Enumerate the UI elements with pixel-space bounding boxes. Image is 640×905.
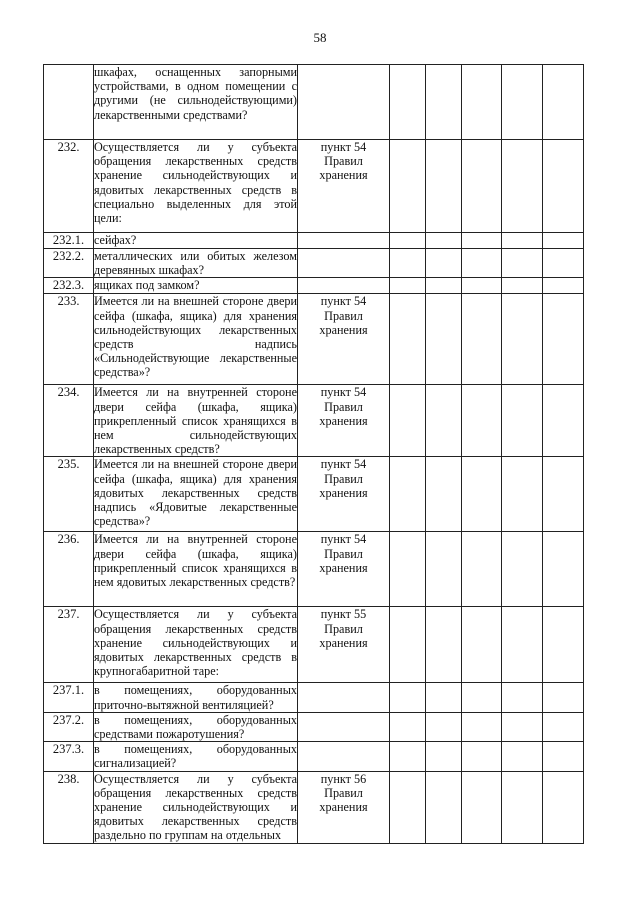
- answer-cell[interactable]: [502, 742, 543, 771]
- answer-cell[interactable]: [502, 385, 543, 457]
- table-row: [44, 683, 584, 712]
- answer-cell[interactable]: [462, 771, 502, 843]
- question-text: сейфах?: [94, 233, 298, 249]
- answer-cell[interactable]: [502, 771, 543, 843]
- legal-reference: [298, 278, 390, 294]
- table-row: [44, 385, 584, 457]
- answer-cell[interactable]: [543, 457, 584, 532]
- answer-cell[interactable]: [390, 140, 426, 233]
- answer-cell[interactable]: [543, 294, 584, 385]
- answer-cell[interactable]: [426, 65, 462, 140]
- item-number: 237.2.: [44, 712, 94, 741]
- legal-reference: [298, 712, 390, 741]
- item-number: 238.: [44, 771, 94, 843]
- answer-cell[interactable]: [390, 457, 426, 532]
- answer-cell[interactable]: [543, 742, 584, 771]
- answer-cell[interactable]: [502, 683, 543, 712]
- question-text: Осуществляется ли у субъекта обращения лекарственных средств хранение сильнодействующих и ядовитых лекарственных средств в крупногабаритной таре:: [94, 607, 298, 683]
- checklist-table: [43, 64, 584, 844]
- answer-cell[interactable]: [390, 742, 426, 771]
- answer-cell[interactable]: [502, 294, 543, 385]
- answer-cell[interactable]: [462, 294, 502, 385]
- legal-reference: пункт 54 Правил хранения: [298, 385, 390, 457]
- answer-cell[interactable]: [462, 683, 502, 712]
- answer-cell[interactable]: [462, 712, 502, 741]
- answer-cell[interactable]: [426, 278, 462, 294]
- answer-cell[interactable]: [426, 249, 462, 278]
- answer-cell[interactable]: [502, 532, 543, 607]
- answer-cell[interactable]: [462, 385, 502, 457]
- answer-cell[interactable]: [502, 712, 543, 741]
- answer-cell[interactable]: [426, 771, 462, 843]
- answer-cell[interactable]: [390, 532, 426, 607]
- answer-cell[interactable]: [426, 607, 462, 683]
- item-number: 237.: [44, 607, 94, 683]
- answer-cell[interactable]: [502, 249, 543, 278]
- answer-cell[interactable]: [390, 233, 426, 249]
- legal-reference: пункт 54 Правил хранения: [298, 457, 390, 532]
- item-number: 232.: [44, 140, 94, 233]
- legal-reference: [298, 742, 390, 771]
- answer-cell[interactable]: [462, 532, 502, 607]
- answer-cell[interactable]: [502, 140, 543, 233]
- answer-cell[interactable]: [426, 294, 462, 385]
- item-number: 233.: [44, 294, 94, 385]
- item-number: 237.1.: [44, 683, 94, 712]
- question-text: Имеется ли на внешней стороне двери сейфа (шкафа, ящика) для хранения ядовитых лекарственных средств надпись «Ядовитые лекарственные средства»?: [94, 457, 298, 532]
- answer-cell[interactable]: [390, 294, 426, 385]
- answer-cell[interactable]: [462, 140, 502, 233]
- answer-cell[interactable]: [426, 712, 462, 741]
- answer-cell[interactable]: [543, 385, 584, 457]
- question-text: ящиках под замком?: [94, 278, 298, 294]
- question-text: Осуществляется ли у субъекта обращения лекарственных средств хранение сильнодействующих и ядовитых лекарственных средств в специально выделенных для этой цели:: [94, 140, 298, 233]
- answer-cell[interactable]: [390, 712, 426, 741]
- answer-cell[interactable]: [426, 742, 462, 771]
- table-row: [44, 712, 584, 741]
- answer-cell[interactable]: [426, 140, 462, 233]
- item-number: 236.: [44, 532, 94, 607]
- answer-cell[interactable]: [543, 278, 584, 294]
- legal-reference: [298, 233, 390, 249]
- answer-cell[interactable]: [390, 278, 426, 294]
- answer-cell[interactable]: [543, 233, 584, 249]
- item-number: 237.3.: [44, 742, 94, 771]
- answer-cell[interactable]: [390, 683, 426, 712]
- answer-cell[interactable]: [390, 771, 426, 843]
- legal-reference: пункт 54 Правил хранения: [298, 294, 390, 385]
- answer-cell[interactable]: [502, 278, 543, 294]
- answer-cell[interactable]: [543, 140, 584, 233]
- table-row: [44, 607, 584, 683]
- answer-cell[interactable]: [543, 607, 584, 683]
- question-text: Имеется ли на внешней стороне двери сейфа (шкафа, ящика) для хранения сильнодействующих лекарственных средств надпись «Сильнодействующие лекарственные средства»?: [94, 294, 298, 385]
- answer-cell[interactable]: [462, 249, 502, 278]
- item-number: 234.: [44, 385, 94, 457]
- answer-cell[interactable]: [543, 683, 584, 712]
- answer-cell[interactable]: [426, 233, 462, 249]
- table-row: [44, 742, 584, 771]
- answer-cell[interactable]: [543, 771, 584, 843]
- question-text: в помещениях, оборудованных сигнализацией?: [94, 742, 297, 771]
- answer-cell[interactable]: [426, 457, 462, 532]
- answer-cell[interactable]: [543, 65, 584, 140]
- answer-cell[interactable]: [426, 532, 462, 607]
- legal-reference: пункт 54 Правил хранения: [298, 532, 390, 607]
- table-row: [44, 65, 584, 140]
- answer-cell[interactable]: [390, 249, 426, 278]
- table-row: [44, 233, 584, 249]
- answer-cell[interactable]: [390, 65, 426, 140]
- table-row: [44, 771, 584, 843]
- answer-cell[interactable]: [543, 249, 584, 278]
- answer-cell[interactable]: [502, 233, 543, 249]
- legal-reference: пункт 55 Правил хранения: [298, 607, 390, 683]
- answer-cell[interactable]: [502, 607, 543, 683]
- item-number: 232.2.: [44, 249, 94, 278]
- answer-cell[interactable]: [543, 532, 584, 607]
- legal-reference: [298, 65, 390, 140]
- answer-cell[interactable]: [543, 712, 584, 741]
- question-text: шкафах, оснащенных запорными устройствами, в одном помещении с другими (не сильнодействующими) лекарственными средствами?: [94, 65, 298, 140]
- answer-cell[interactable]: [426, 385, 462, 457]
- item-number: [44, 65, 94, 140]
- table-row: [44, 249, 584, 278]
- table-row: [44, 278, 584, 294]
- question-text: Имеется ли на внутренней стороне двери сейфа (шкафа, ящика) прикрепленный список хранящихся в нем сильнодействующих лекарственных средств?: [94, 385, 297, 457]
- question-text: в помещениях, оборудованных средствами пожаротушения?: [94, 712, 297, 742]
- legal-reference: пункт 56 Правил хранения: [298, 771, 390, 843]
- answer-cell[interactable]: [462, 607, 502, 683]
- question-text: в помещениях, оборудованных приточно-вытяжной вентиляцией?: [94, 683, 297, 712]
- legal-reference: пункт 54 Правил хранения: [298, 140, 390, 233]
- answer-cell[interactable]: [462, 278, 502, 294]
- table-row: [44, 140, 584, 233]
- question-text: Осуществляется ли у субъекта обращения лекарственных средств хранение сильнодействующих и ядовитых лекарственных средств раздельно по группам на отдельных: [94, 771, 297, 843]
- table-row: [44, 294, 584, 385]
- legal-reference: [298, 249, 390, 278]
- answer-cell[interactable]: [462, 233, 502, 249]
- answer-cell[interactable]: [462, 65, 502, 140]
- answer-cell[interactable]: [502, 65, 543, 140]
- answer-cell[interactable]: [390, 607, 426, 683]
- question-text: металлических или обитых железом деревянных шкафах?: [94, 249, 297, 278]
- table-row: [44, 457, 584, 532]
- answer-cell[interactable]: [426, 683, 462, 712]
- question-text: Имеется ли на внутренней стороне двери сейфа (шкафа, ящика) прикрепленный список хранящихся в нем ядовитых лекарственных средств?: [94, 532, 298, 607]
- item-number: 232.3.: [44, 278, 94, 294]
- answer-cell[interactable]: [390, 385, 426, 457]
- table-row: [44, 532, 584, 607]
- page-number: 58: [313, 30, 327, 45]
- answer-cell[interactable]: [462, 742, 502, 771]
- item-number: 235.: [44, 457, 94, 532]
- answer-cell[interactable]: [502, 457, 543, 532]
- item-number: 232.1.: [44, 233, 94, 249]
- legal-reference: [298, 683, 390, 712]
- answer-cell[interactable]: [462, 457, 502, 532]
